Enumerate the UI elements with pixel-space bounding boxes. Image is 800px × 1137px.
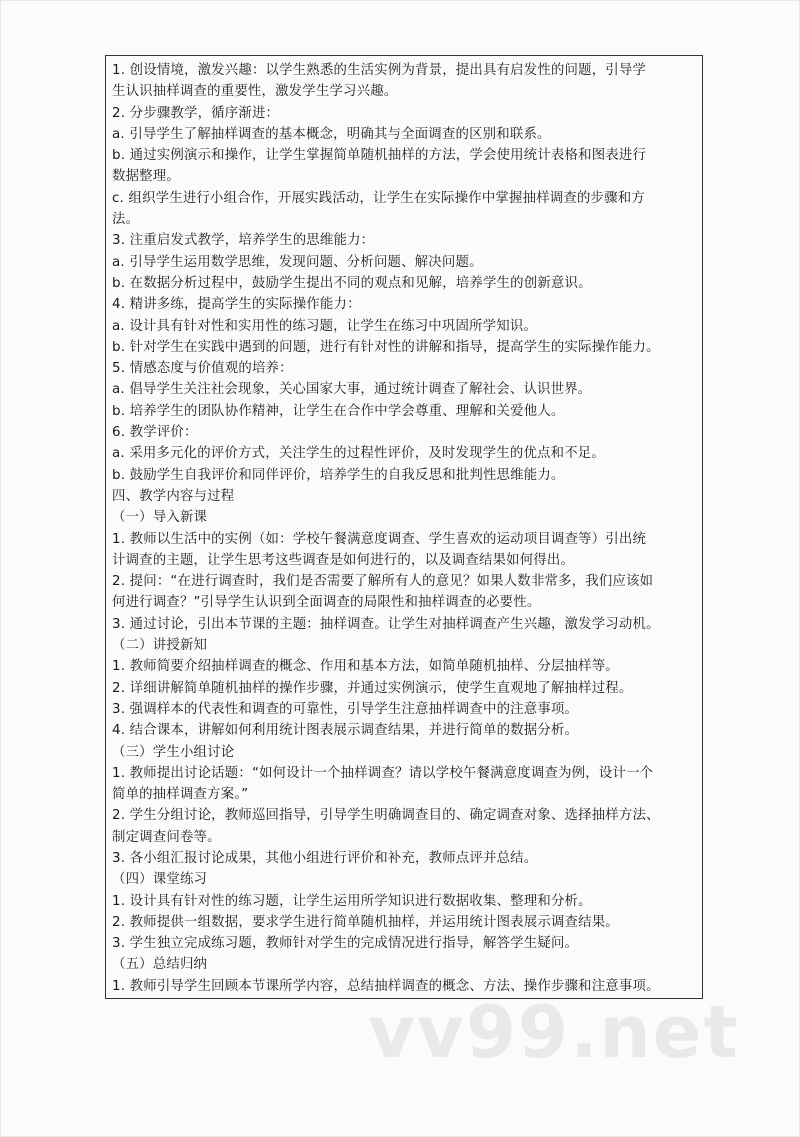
- text-line: 4. 精讲多练，提高学生的实际操作能力：: [112, 297, 361, 313]
- text-line: b. 培养学生的团队协作精神，让学生在合作中学会尊重、理解和关爱他人。: [112, 403, 565, 419]
- text-line: 1. 教师简要介绍抽样调查的概念、作用和基本方法，如简单随机抽样、分层抽样等。: [112, 659, 619, 675]
- text-line: 2. 学生分组讨论，教师巡回指导，引导学生明确调查目的、确定调查对象、选择抽样方法、: [112, 808, 660, 824]
- text-line: 1. 创设情境，激发兴趣：以学生熟悉的生活实例为背景，提出具有启发性的问题，引导学: [112, 63, 647, 78]
- text-line: 6. 教学评价：: [112, 425, 198, 441]
- text-line: 1. 教师引导学生回顾本节课所学内容，总结抽样调查的概念、方法、操作步骤和注意事项。: [112, 978, 660, 994]
- text-line: （四）课堂练习: [112, 872, 208, 888]
- text-line: b. 针对学生在实践中遇到的问题，进行有针对性的讲解和指导，提高学生的实际操作能力。: [112, 339, 660, 355]
- text-line: c. 组织学生进行小组合作，开展实践活动，让学生在实际操作中掌握抽样调查的步骤和方: [112, 190, 645, 206]
- text-line: b. 在数据分析过程中，鼓励学生提出不同的观点和见解，培养学生的创新意识。: [112, 275, 592, 291]
- text-line: 何进行调查？”引导学生认识到全面调查的局限性和抽样调查的必要性。: [112, 595, 541, 611]
- text-line: 计调查的主题，让学生思考这些调查是如何进行的，以及调查结果如何得出。: [112, 552, 575, 568]
- text-line: a. 引导学生了解抽样调查的基本概念，明确其与全面调查的区别和联系。: [112, 126, 551, 142]
- text-line: 3. 学生独立完成练习题，教师针对学生的完成情况进行指导，解答学生疑问。: [112, 936, 579, 952]
- text-line: b. 鼓励学生自我评价和同伴评价，培养学生的自我反思和批判性思维能力。: [112, 467, 565, 483]
- text-line: 5. 情感态度与价值观的培养：: [112, 361, 293, 377]
- text-line: 3. 通过讨论，引出本节课的主题：抽样调查。让学生对抽样调查产生兴趣，激发学习动机。: [112, 616, 660, 632]
- text-line: （三）学生小组讨论: [112, 744, 235, 760]
- text-line: b. 通过实例演示和操作，让学生掌握简单随机抽样的方法，学会使用统计表格和图表进行: [112, 148, 647, 164]
- text-line: 法。: [112, 212, 140, 228]
- text-line: 2. 教师提供一组数据，要求学生进行简单随机抽样，并运用统计图表展示调查结果。: [112, 914, 619, 930]
- text-line: 1. 教师以生活中的实例（如：学校午餐满意度调查、学生喜欢的运动项目调查等）引出统: [112, 531, 647, 547]
- text-line: 简单的抽样调查方案。”: [112, 787, 249, 803]
- text-line: （五）总结归纳: [112, 957, 208, 973]
- text-line: 生认识抽样调查的重要性，激发学生学习兴趣。: [112, 84, 398, 100]
- text-line: a. 倡导学生关注社会现象，关心国家大事，通过统计调查了解社会、认识世界。: [112, 382, 592, 398]
- text-line: 3. 各小组汇报讨论成果，其他小组进行评价和补充，教师点评并总结。: [112, 850, 538, 866]
- text-line: 3. 注重启发式教学，培养学生的思维能力：: [112, 233, 375, 249]
- text-line: 制定调查问卷等。: [112, 829, 221, 845]
- text-line: 四、教学内容与过程: [112, 488, 235, 504]
- text-line: （二）讲授新知: [112, 638, 208, 654]
- text-line: 4. 结合课本，讲解如何利用统计图表展示调查结果，并进行简单的数据分析。: [112, 723, 579, 739]
- text-line: 2. 提问：“在进行调查时，我们是否需要了解所有人的意见？如果人数非常多，我们应该如: [112, 574, 654, 590]
- lesson-plan-table-cell: [105, 55, 703, 999]
- text-line: 2. 分步骤教学，循序渐进：: [112, 105, 280, 121]
- text-line: a. 设计具有针对性和实用性的练习题，让学生在练习中巩固所学知识。: [112, 318, 538, 334]
- text-line: 2. 详细讲解简单随机抽样的操作步骤，并通过实例演示，使学生直观地了解抽样过程。: [112, 680, 633, 696]
- text-line: 3. 强调样本的代表性和调查的可靠性，引导学生注意抽样调查中的注意事项。: [112, 701, 579, 717]
- text-line: a. 引导学生运用数学思维，发现问题、分析问题、解决问题。: [112, 254, 483, 270]
- text-line: 1. 设计具有针对性的练习题，让学生运用所学知识进行数据收集、整理和分析。: [112, 893, 592, 909]
- watermark: vv99.net: [368, 990, 740, 1074]
- text-line: 1. 教师提出讨论话题：“如何设计一个抽样调查？请以学校午餐满意度调查为例，设计一个: [112, 765, 654, 781]
- text-line: （一）导入新课: [112, 510, 208, 526]
- text-line: a. 采用多元化的评价方式，关注学生的过程性评价，及时发现学生的优点和不足。: [112, 446, 605, 462]
- text-line: 数据整理。: [112, 169, 180, 185]
